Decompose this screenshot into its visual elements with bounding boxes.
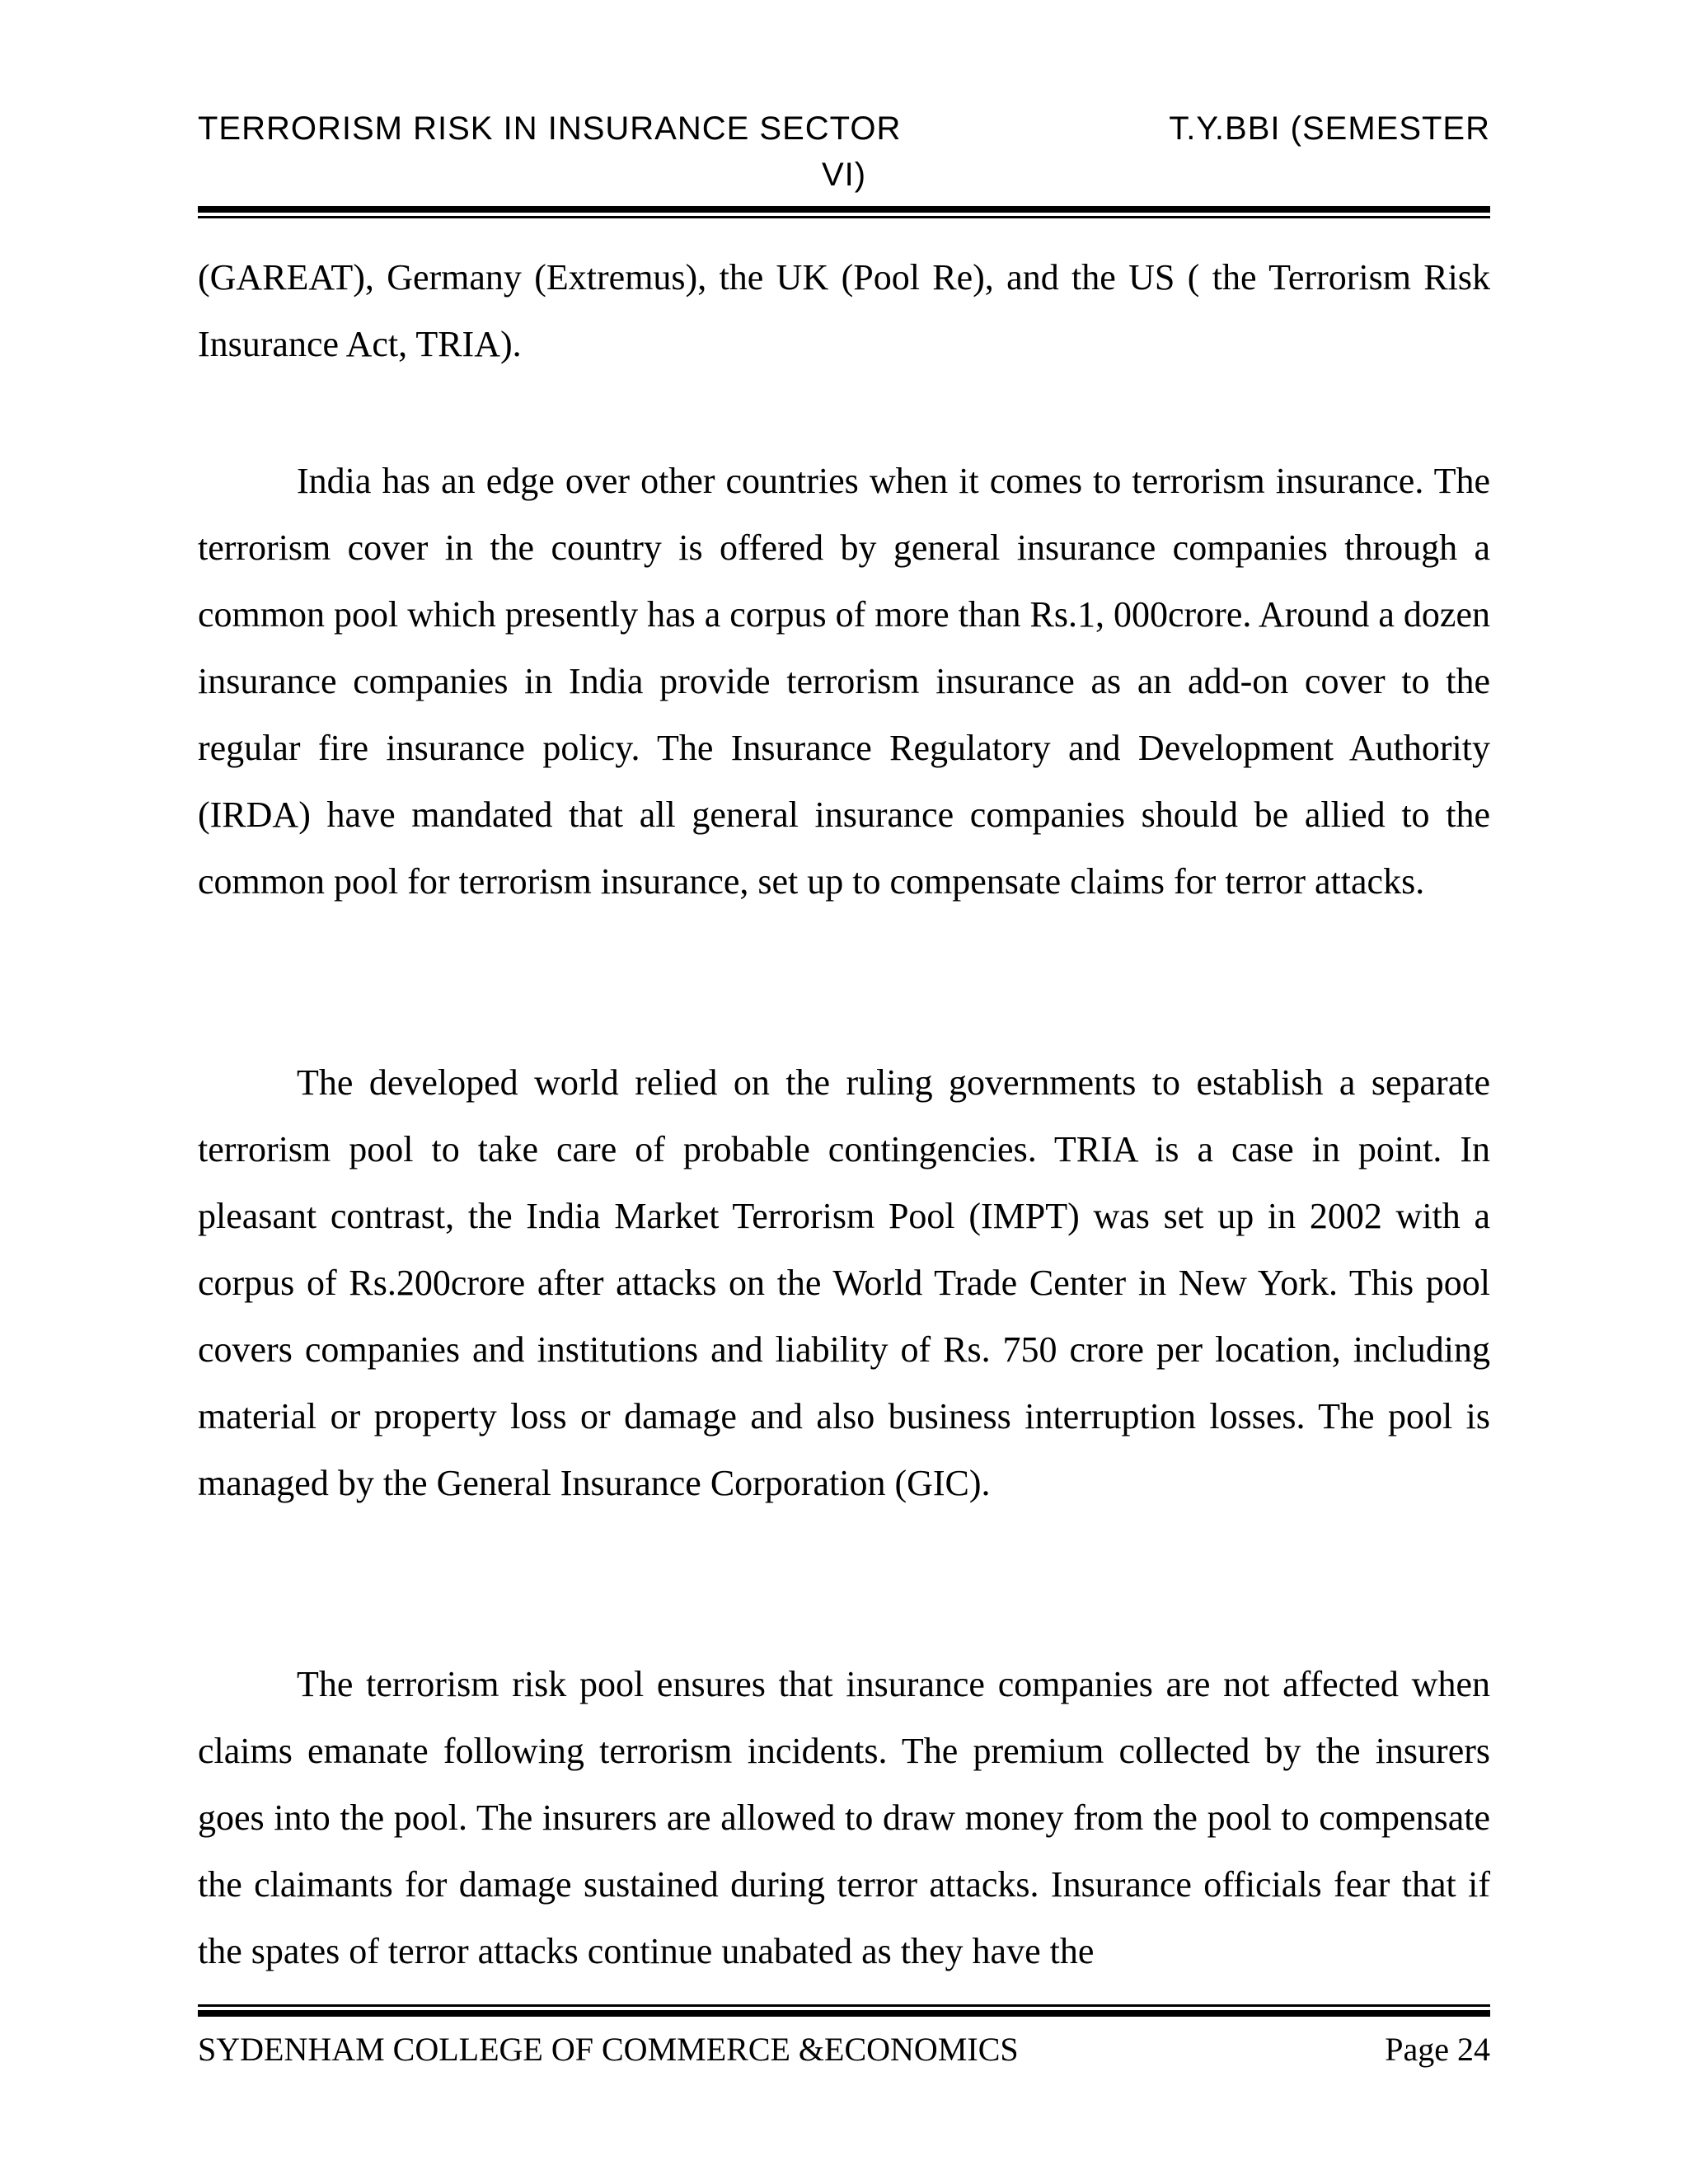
footer-rule-thick — [198, 2010, 1490, 2017]
header-rule-thick — [198, 206, 1490, 213]
paragraph-text: India has an edge over other countries when it comes to terrorism insurance. The terrorism cover in the country is offered by general insurance companies through a common pool which presently has a corpus of more than Rs.1, 000crore. Around a dozen insurance companies in India provide terrorism insurance as an add-on cover to the regular fire insurance policy. The Insurance Regulatory and Development Authority (IRDA) have mandated that all general insurance companies should be allied to the common pool for terrorism insurance, set up to compensate claims for terror attacks. — [198, 461, 1490, 902]
header-rule-thin — [198, 216, 1490, 218]
paragraph-2 — [198, 448, 1490, 915]
paragraph-text: (GAREAT), Germany (Extremus), the UK (Pool Re), and the US ( the Terrorism Risk Insurance Act, TRIA). — [198, 257, 1490, 364]
paragraph-3 — [198, 1049, 1490, 1516]
header-title: TERRORISM RISK IN INSURANCE SECTOR — [198, 110, 902, 147]
footer-college: SYDENHAM COLLEGE OF COMMERCE &ECONOMICS — [198, 2031, 1019, 2068]
footer-rule-thin — [198, 2004, 1490, 2007]
page-number: Page 24 — [1385, 2031, 1490, 2068]
header-course: T.Y.BBI (SEMESTER — [1169, 110, 1490, 147]
paragraph-1 — [198, 244, 1490, 377]
paragraph-4 — [198, 1651, 1490, 1985]
paragraph-text: The terrorism risk pool ensures that insurance companies are not affected when claims emanate following terrorism incidents. The premium collected by the insurers goes into the pool. The insurers are allowed to draw money from the pool to compensate the claimants for damage sustained during terror attacks. Insurance officials fear that if the spates of terror attacks continue unabated as they have the — [198, 1664, 1490, 1971]
paragraph-text: The developed world relied on the ruling governments to establish a separate terrorism pool to take care of probable contingencies. TRIA is a case in point. In pleasant contrast, the India Market Terrorism Pool (IMPT) was set up in 2002 with a corpus of Rs.200crore after attacks on the World Trade Center in New York. This pool covers companies and institutions and liability of Rs. 750 crore per location, including material or property loss or damage and also business interruption losses. The pool is managed by the General Insurance Corporation (GIC). — [198, 1062, 1490, 1503]
header-course-continued: VI) — [821, 157, 867, 193]
